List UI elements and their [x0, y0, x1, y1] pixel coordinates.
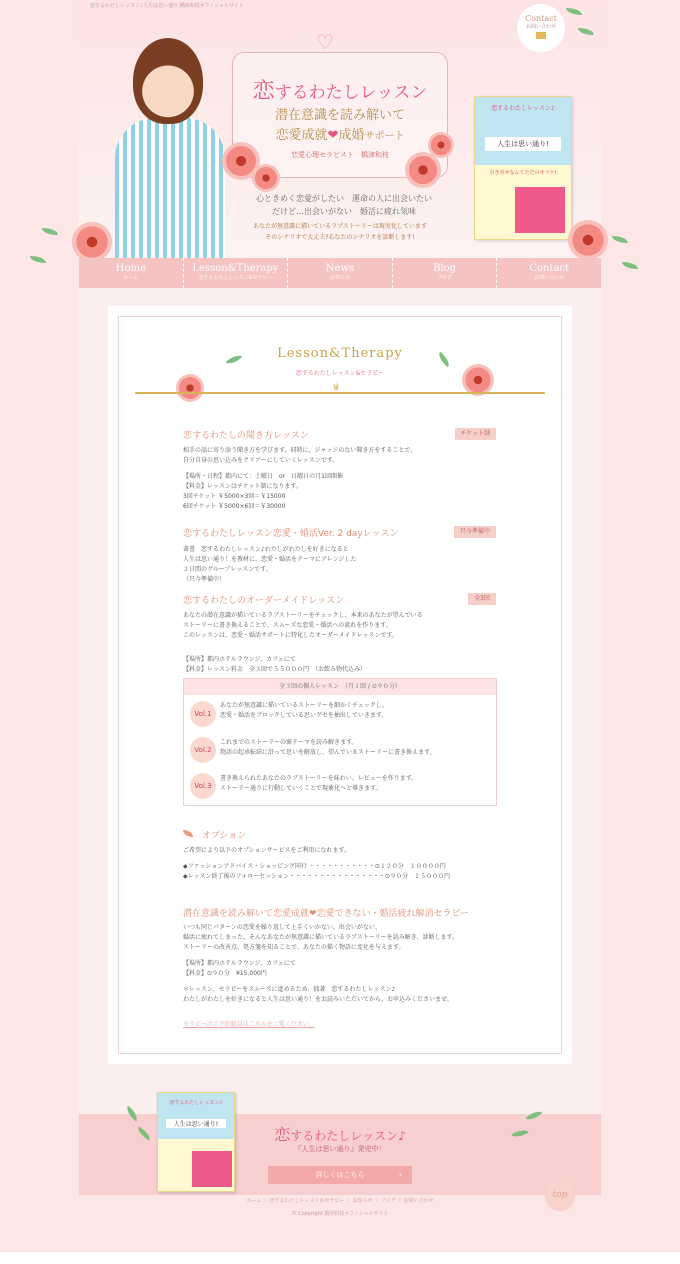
mail-icon [536, 32, 546, 39]
section-title: Lesson&Therapy [277, 346, 403, 361]
hero-sub2: 恋愛成就❤成婚サポート [275, 128, 405, 143]
vol-text: あなたが無意識に描いているストーリーを細かくチェックし、 恋愛・婚活をブロックしている思いグセを抽出していきます。 [220, 702, 388, 719]
contact-badge[interactable]: Contact お問い合わせ [517, 4, 565, 52]
catch-line-4: そのシナリオで大丈夫?あなたのシナリオを診断します! [265, 234, 415, 241]
lesson-badge: チケット制 [455, 428, 496, 440]
chevron-right-icon: › [398, 1170, 402, 1179]
vol-text: これまでのストーリーの裏テーマを読み解きます。 物語の起承転結に沿って思いを解放し、望んでいるストーリーに書き換えます。 [220, 739, 436, 756]
vol-label: Vol.2 [190, 737, 216, 763]
nav-contact[interactable]: Contact お問い合わせ [529, 263, 570, 281]
footer-title: 恋するわたしレッスン♪ [274, 1125, 406, 1144]
lesson-body: 著書 恋するわたしレッスン♪わたしがわたしを好きになると 人生は思い通り！を教材に、恋愛・婚活をテーマにアレンジした ２日間のグループレッスンです。 （只今準備中） [183, 546, 357, 583]
nav-news[interactable]: News お知らせ [288, 258, 393, 288]
book-cover[interactable] [474, 96, 572, 240]
leaf-icon [622, 262, 638, 269]
flower-icon [176, 374, 204, 402]
vol-text: 書き換えられたあなたのラブストーリーを味わい、レビューを作ります。 ストーリー通りに行動していくことで現象化へと導きます。 [220, 775, 418, 792]
site-tagline: 恋するわたしレッスン♪人生は思い通り 橋津和枝オフィシャルサイト [90, 3, 244, 9]
copyright: © Copyright 橋津和枝オフィシャルサイト [291, 1211, 389, 1217]
nav-blog[interactable]: Blog ブログ [393, 258, 498, 288]
footer-links[interactable]: ホーム ｜ 恋するわたしレッスン＆セラピー ｜ お知らせ ｜ ブログ ｜ お問い合わせ [246, 1198, 434, 1204]
flower-icon [405, 152, 441, 188]
leaf-icon [612, 236, 628, 243]
book-title: 恋するわたしレッスン♪ [491, 105, 555, 112]
footer-book-cover[interactable]: 恋するわたしレッスン♪ 人生は思い通り! [157, 1092, 235, 1192]
therapy-reservation-link[interactable]: セラピーのご予約総員はこちらをご覧ください。 [183, 1021, 315, 1028]
global-nav [79, 258, 601, 288]
back-to-top-button[interactable]: top [545, 1181, 575, 1211]
flower-icon [252, 164, 280, 192]
crown-ornament-icon: ♛ [332, 383, 341, 393]
vol-box-header: 全３回の個人レッスン （月１回 / ⊙９０分） [184, 679, 496, 695]
bottom-strip [0, 1252, 680, 1264]
catch-line-2: だけど…出会いがない 婚活に疲れ気味 [272, 207, 416, 216]
lesson-title: 恋するわたしレッスン恋愛・婚活Ver. 2 dayレッスン [183, 529, 399, 539]
lesson-title: 恋するわたしのオーダーメイドレッスン [183, 596, 345, 606]
flower-icon [428, 132, 454, 158]
nav-lesson-therapy[interactable]: Lesson&Therapy 恋するわたしレッスン&セラピー [184, 258, 289, 288]
hero-sub1: 潜在意識を読み解いて [274, 108, 405, 123]
lesson-body: 相手の話に寄り添う聞き方を学びます。同時に、ジャッジのない聞き方をすることで、 自分自身の思い込みをクリアーにしていくレッスンです。 【場所・日程】都内にて：土曜日 or 日曜日の月1回開催 【料金】レッスンはチケット制になります。 3回チケット ￥5000×3回＝￥15000 6回チケット ￥5000×6回＝￥30000 [183, 447, 417, 510]
section-subtitle: 恋するわたしレッスン&セラピー [295, 370, 385, 377]
nav-home[interactable]: Home ホーム [79, 258, 184, 288]
lesson-badge: 全3回 [468, 593, 496, 605]
hero-title: 恋するわたしレッスン [252, 79, 428, 104]
lesson-title: 恋するわたしの聞き方レッスン [183, 431, 309, 441]
option-body: ご希望により以下のオプションサービスをご利用になれます。 ◆ファッションアドバイス・ショッピング同行 ・・・・・・・・・・・⊙１２０分 １００００円 ◆レッスン終了後のフォローセッション・・・・・・・・・・・・・・・・⊙９０分 １５０００円 [183, 847, 451, 880]
details-button[interactable]: 詳しくはこちら › [268, 1166, 412, 1184]
vol-label: Vol.3 [190, 773, 216, 799]
flower-icon [72, 222, 112, 262]
vol-box [183, 678, 497, 806]
flower-icon [568, 220, 608, 260]
leaf-icon [30, 256, 46, 263]
therapy-title: 潜在意識を読み解いて恋愛成就❤恋愛できない・婚活疲れ解消セラピー [183, 909, 470, 919]
catch-line-3: あなたが無意識に描いているラブストーリーは現実化しています [253, 223, 427, 230]
vol-label: Vol.1 [190, 701, 216, 727]
catch-line-1: 心ときめく恋愛がしたい 運命の人に出会いたい [256, 194, 432, 203]
leaf-icon [42, 228, 58, 235]
book-subtitle: 人生は思い通り! [485, 137, 561, 151]
option-title: オプション [202, 831, 247, 841]
therapy-body: いつも同じパターンの恋愛を繰り返して上手くいかない、出会いがない、 婚活に疲れてしまった、そんなあなたが無意識に描いているラブストーリーを読み解き、診断します。 ストーリーの改善点、処方箋を知ることで、あなたの描く物語に変化を与えます。 【場所】都内ホテルラウンジ、カフェにて 【料金】⊙９０分 ¥15,000円 ＊レッスン、セラピーをスムーズに進めるため、拙著 恋するわたしレッスン♪ わたしがわたしを好きになると人生は思い通り！をお読みいただいてから、お申込みくださいませ。 [183, 924, 459, 1003]
heart-ornament-icon: ♡ [316, 30, 334, 54]
footer-subtitle: 『人生は思い通り』発売中！ [294, 1145, 386, 1153]
lesson-body: あなたの潜在意識が描いているラブストーリーをチェックし、本来のあなたが望んでいる ストーリーに書き換えることで、スムーズな恋愛・婚活への流れを作ります。 このレッスンは、恋愛・婚活サポートに特化したオーダーメイドレッスンです。 【場所】都内ホテルラウンジ、カフェにて 【料金】レッスン料金 全３回で５５０００円 （お飲み物代込み） [183, 612, 423, 673]
lesson-badge: 只今準備中 [454, 526, 496, 538]
therapist-line: 恋愛心理セラピスト 橋津和枝 [291, 151, 389, 159]
book-band: 引き寄せなんてただのオマケ! [489, 170, 557, 176]
